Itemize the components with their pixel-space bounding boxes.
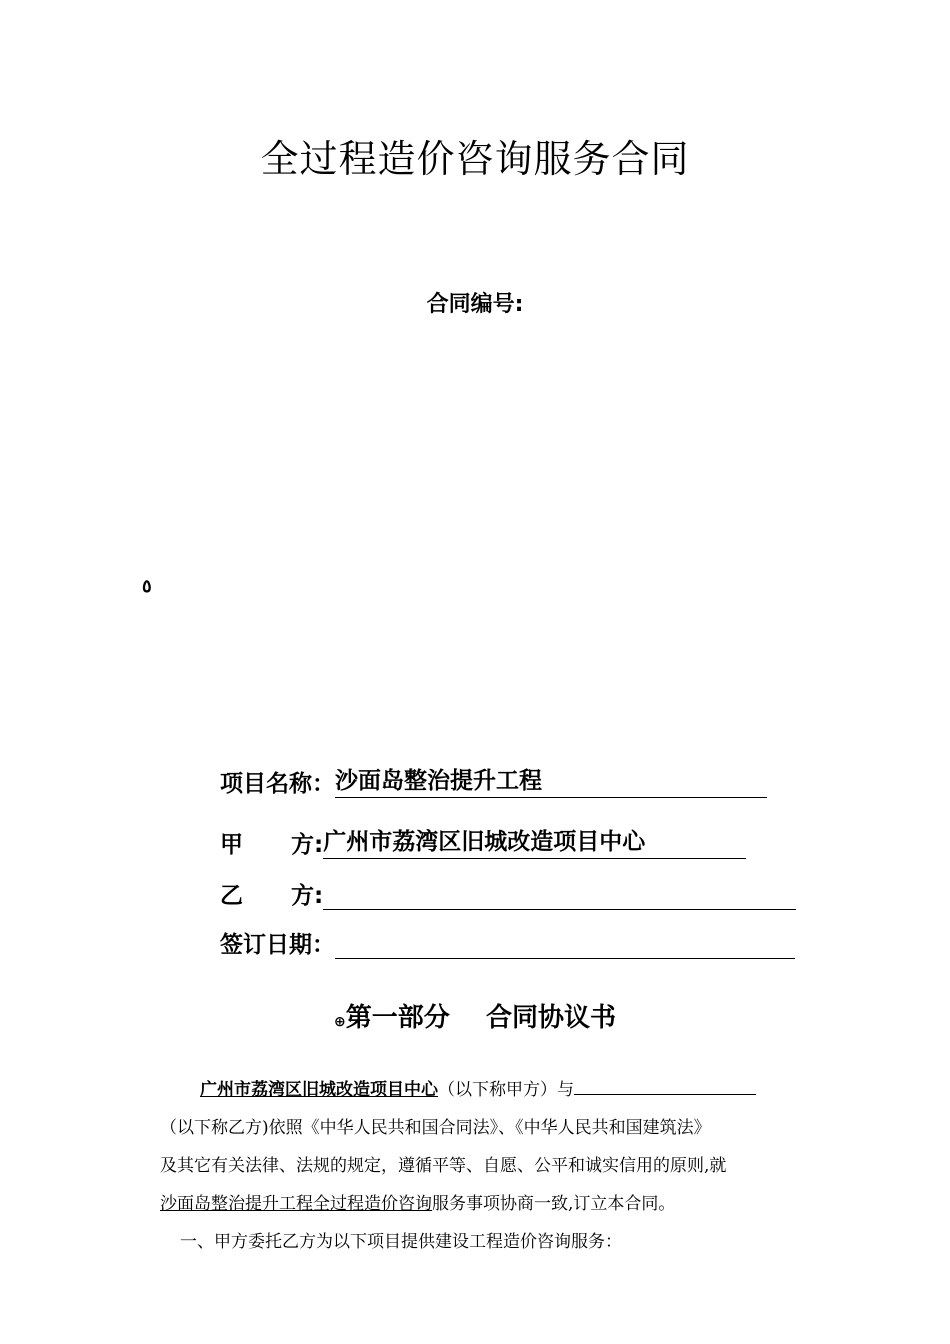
paragraph-line-3: 及其它有关法律、法规的规定，遵循平等、自愿、公平和诚实信用的原则,就 bbox=[160, 1156, 727, 1176]
party-a-value: 广州市荔湾区旧城改造项目中心 bbox=[323, 826, 746, 859]
contract-number-label: 合同编号: bbox=[426, 292, 524, 317]
project-name-value: 沙面岛整治提升工程 bbox=[335, 765, 767, 798]
part-one-heading bbox=[0, 997, 950, 1034]
party-a-label: 甲 方: bbox=[220, 832, 324, 858]
stray-mark: ٥ bbox=[142, 576, 152, 597]
party-b-blank bbox=[574, 1074, 756, 1095]
party-a-field bbox=[220, 823, 746, 859]
party-b-label: 乙 方: bbox=[220, 883, 324, 909]
document-title: 全过程造价咨询服务合同 bbox=[260, 137, 690, 181]
paragraph-text: 服务事项协商一致,订立本合同。 bbox=[432, 1194, 676, 1214]
part-one-title: 第一部分 合同协议书 bbox=[345, 1003, 616, 1033]
service-subject: 沙面岛整治提升工程全过程造价咨询 bbox=[160, 1194, 432, 1214]
project-name-label: 项目名称： bbox=[220, 771, 335, 797]
paragraph-line-1 bbox=[160, 1071, 805, 1109]
part-marker: ⊕ bbox=[334, 1014, 346, 1030]
paragraph-text: （以下称甲方）与 bbox=[438, 1080, 574, 1100]
party-a-name: 广州市荔湾区旧城改造项目中心 bbox=[200, 1080, 438, 1100]
project-name-field bbox=[220, 762, 767, 798]
sign-date-value bbox=[335, 926, 795, 959]
clause-one: 一、甲方委托乙方为以下项目提供建设工程造价咨询服务： bbox=[180, 1232, 622, 1252]
paragraph-line-4 bbox=[160, 1185, 805, 1223]
agreement-paragraph bbox=[160, 1071, 805, 1261]
sign-date-field bbox=[220, 923, 795, 959]
party-b-value bbox=[323, 877, 796, 910]
sign-date-label: 签订日期： bbox=[220, 932, 335, 958]
paragraph-line-2: （以下称乙方)依照《中华人民共和国合同法》、《中华人民共和国建筑法》 bbox=[160, 1118, 711, 1138]
party-b-field bbox=[220, 874, 796, 910]
